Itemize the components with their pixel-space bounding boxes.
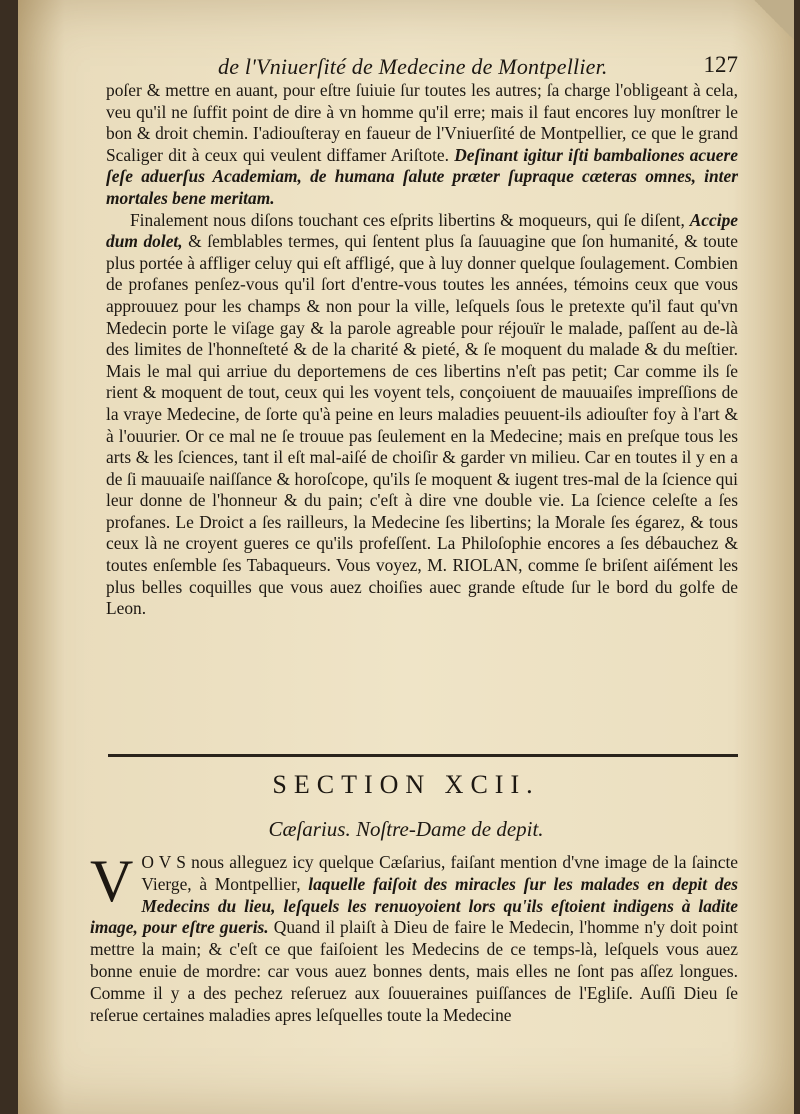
drop-cap: V (90, 848, 134, 914)
section-subtitle: Cæſarius. Noſtre-Dame de depit. (268, 817, 544, 841)
section-divider (108, 754, 738, 757)
paragraph-1 (106, 80, 738, 210)
section-text (90, 848, 738, 1026)
section-latin-italic: laquelle faiſoit des miracles ſur les malades en depit des Medecins du lieu, leſquels les renuoyoient lors qu'ils eſtoient indigens à ladite image, pour eſtre gueris. (90, 873, 738, 938)
latin-quote-scaliger: Deſinant igitur iſti bambaliones acuere ſeſe aduerſus Academiam, de humana ſalute præter ſupraque cæteras omnes, inter mortales bene meritam. (106, 144, 738, 208)
paragraph-2-text: & ſemblables termes, qui ſentent plus ſa ſauuagine que ſon humanité, & toute plus portée à affliger celuy qui eſt affligé, que à luy donner quelque ſoulagement. Combien de profanes penſez-vous qu'il ſort d'entre-vous toutes les années, témoins ceux que vous approuuez pour les champs & non pour la ville, leſquels ſous le pretexte qu'il faut qu'vn Medecin porte le viſage gay & la parole agreable pour réjouïr le malade, paſſent au de-là des limites de l'honneſteté & de la charité & pieté, & ſe moquent du malade & du meſtier. Mais le mal qui arriue du deportemens de ces libertins n'eſt pas petit; Car comme ils ſe rient & moquent de tout, ceux qui les voyent tels, conçoiuent de mauuaiſes impreſſions de la vraye Medecine, de ſorte qu'à peine en leurs maladies peuuent-ils adiouſter foy à l'art & à l'ouurier. Or ce mal ne ſe trouue pas ſeulement en la Medecine; mais en preſque tous les arts & les ſciences, tant il eſt mal-aiſé de choiſir & garder vn milieu. Car en toutes il y en a de ſi mauuaiſe naiſſance & horoſcope, qu'ils ſe moquent & iugent tres-mal de la ſcience qui leur donne de l'honneur & du pain; c'eſt à dire vne double vie. La ſcience celeſte a ſes profanes. Le Droict a ſes railleurs, la Medecine ſes libertins; la Morale ſes égarez, & tous ceux là ne croyent gueres ce qu'ils profeſſent. La Philoſophie encores a ſes débauchez & toutes enſemble ſes Tabaqueurs. Vous voyez, M. RIOLAN, comme ſe briſent aiſément les plus belles coquilles que vous auez choiſies auec grande eſtude ſur le bord du golfe de Leon. (106, 231, 738, 619)
section-text-body: Quand il plaiſt à Dieu de faire le Medecin, l'homme n'y doit point mettre la main; & c'eſt ce que faiſoient les Medecins de ce temps-là, leſquels vous auez bonne enuie de mordre: car vous auez bonnes dents, mais elles ne ſont pas aſſez longues. Comme il y a des pechez reſeruez aux ſouueraines puiſſances de l'Egliſe. Auſſi Dieu ſe reſerue certaines maladies apres leſquelles toute la Medecine (90, 917, 738, 1025)
page-number: 127 (703, 52, 738, 77)
paragraph-2-intro: Finalement nous diſons touchant ces eſprits libertins & moqueurs, qui ſe diſent, (130, 209, 685, 230)
latin-quote-accipe: Accipe dum dolet, (106, 209, 738, 252)
book-page (18, 0, 794, 1114)
running-header (108, 50, 738, 84)
section-title: SECTION XCII. (272, 770, 540, 799)
page-corner-fold (754, 0, 794, 40)
paragraph-1-text: poſer & mettre en auant, pour eſtre ſuiuie ſur toutes les autres; ſa charge l'obligeant à cela, veu qu'il ne ſuffit point de dire à vn homme qu'il erre; mais il faut encores luy monſtrer le bon & droit chemin. I'adiouſteray en faueur de l'Vniuerſité de Montpellier, ce que le grand Scaliger dit à ceux qui veulent diffamer Ariſtote. (106, 80, 738, 165)
paragraph-2 (106, 210, 738, 620)
body-text (106, 80, 738, 620)
section-text-intro: O V S nous alleguez icy quelque Cæſarius, faiſant mention d'vne image de la ſaincte Vierge, à Montpellier, (141, 852, 738, 894)
running-title: de l'Vniuerſité de Medecine de Montpellier. (218, 54, 608, 79)
